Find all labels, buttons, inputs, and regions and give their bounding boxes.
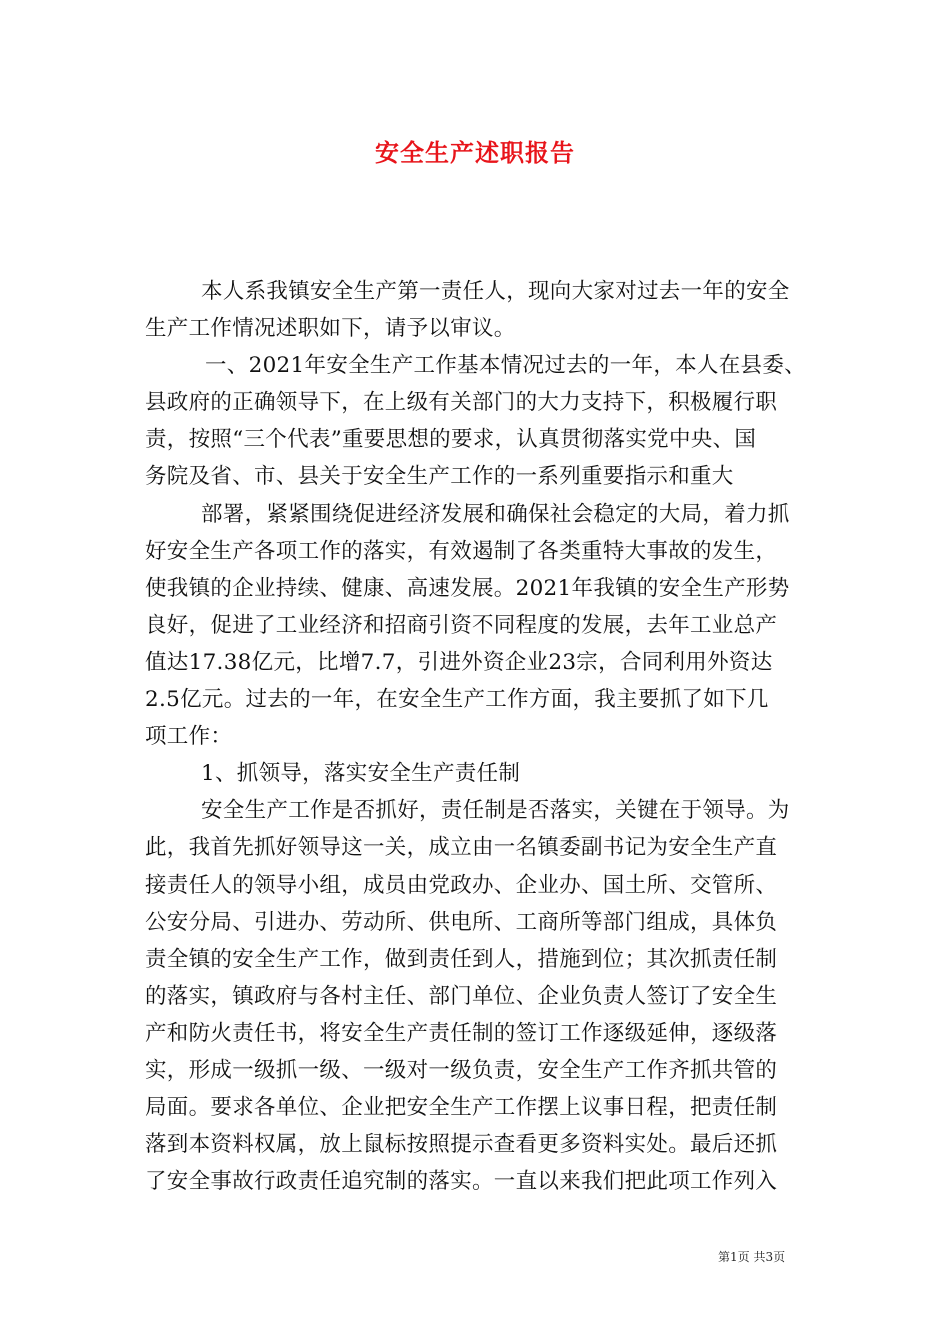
text-line: 了安全事故行政责任追究制的落实。一直以来我们把此项工作列入 [145,1169,778,1195]
text-line: 本人系我镇安全生产第一责任人，现向大家对过去一年的安全 [201,279,790,304]
text-line: 好安全生产各项工作的落实，有效遏制了各类重特大事故的发生， [145,538,778,564]
text-line: 实，形成一级抓一级、一级对一级负责，安全生产工作齐抓共管的 [145,1057,778,1083]
page-number: 第1页 共3页 [718,1250,786,1264]
text-line: 的落实，镇政府与各村主任、部门单位、企业负责人签订了安全生 [145,983,778,1009]
text-line: 2.5亿元。过去的一年，在安全生产工作方面，我主要抓了如下几 [145,687,769,713]
text-line: 安全生产工作是否抓好，责任制是否落实，关键在于领导。为 [201,798,790,824]
text-line: 县政府的正确领导下，在上级有关部门的大力支持下，积极履行职 [145,390,778,416]
text-line: 务院及省、市、县关于安全生产工作的一系列重要指示和重大 [145,464,734,490]
text-line: 此，我首先抓好领导这一关，成立由一名镇委副书记为安全生产直 [145,835,778,861]
text-line: 项工作： [145,724,233,750]
text-line: 局面。要求各单位、企业把安全生产工作摆上议事日程，把责任制 [145,1095,778,1121]
text-line: 责，按照“三个代表”重要思想的要求，认真贯彻落实党中央、国 [145,427,757,453]
text-line: 生产工作情况述职如下，请予以审议。 [145,316,516,342]
text-line: 一、2021年安全生产工作基本情况过去的一年，本人在县委、 [205,353,806,379]
document-body [145,273,825,1200]
text-line: 责全镇的安全生产工作，做到责任到人，措施到位；其次抓责任制 [145,946,778,972]
document-title: 安全生产述职报告 [375,138,575,167]
text-line: 落到本资料权属，放上鼠标按照提示查看更多资料实处。最后还抓 [145,1132,778,1158]
text-line: 1、抓领导，落实安全生产责任制 [201,761,521,787]
text-line: 部署，紧紧围绕促进经济发展和确保社会稳定的大局，着力抓 [201,501,790,527]
text-line: 使我镇的企业持续、健康、高速发展。2021年我镇的安全生产形势 [145,575,790,601]
text-line: 公安分局、引进办、劳动所、供电所、工商所等部门组成，具体负 [145,909,778,935]
text-line: 接责任人的领导小组，成员由党政办、企业办、国土所、交管所、 [145,872,778,898]
text-line: 值达17.38亿元，比增7.7，引进外资企业23宗，合同利用外资达 [145,649,773,675]
text-line: 良好，促进了工业经济和招商引资不同程度的发展，去年工业总产 [145,612,778,638]
text-line: 产和防火责任书，将安全生产责任制的签订工作逐级延伸，逐级落 [145,1020,778,1046]
